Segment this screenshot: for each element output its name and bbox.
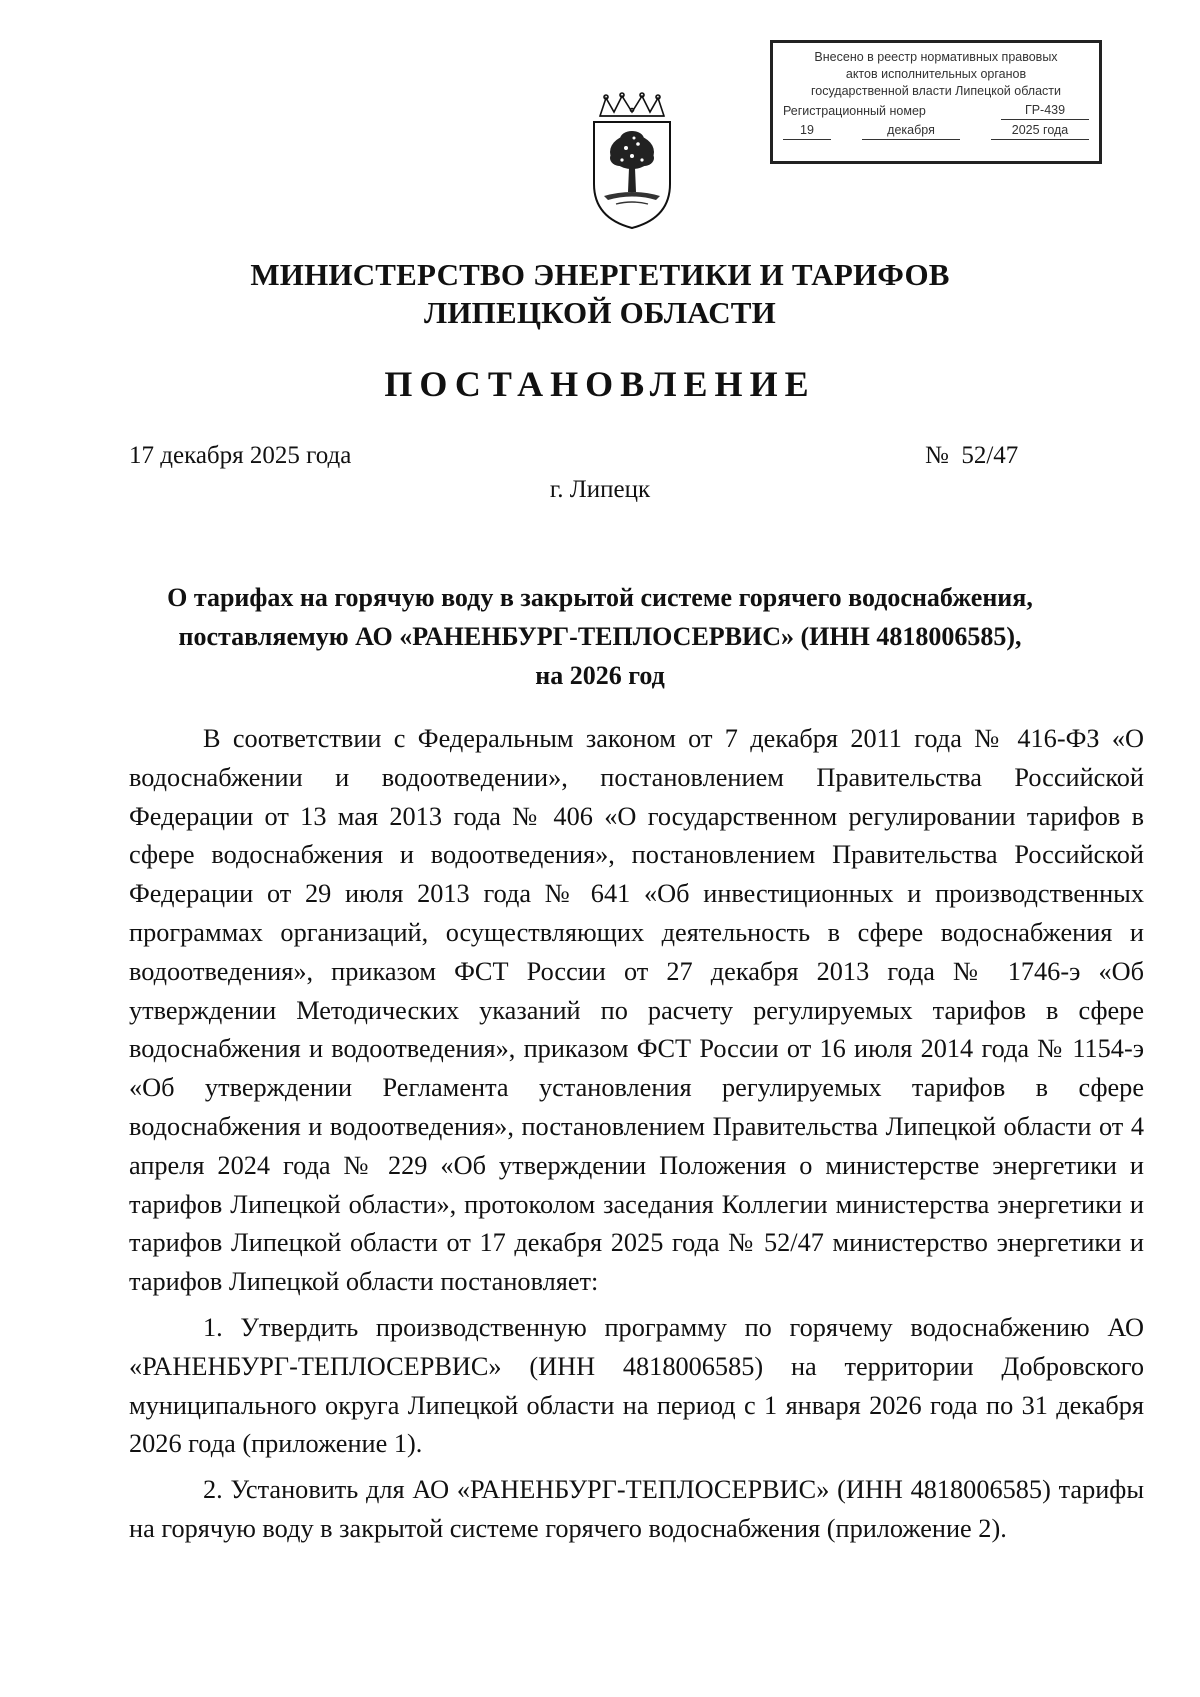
document-type-heading: ПОСТАНОВЛЕНИЕ [384,364,816,404]
stamp-line-2: актов исполнительных органов [845,67,1027,81]
ministry-name [0,256,1200,332]
document-city: г. Липецк [549,476,651,503]
ministry-name-line-2: ЛИПЕЦКОЙ ОБЛАСТИ [424,295,776,330]
stamp-month: декабря [862,121,960,140]
document-number: № 52/47 [925,442,1019,469]
registration-stamp [770,40,1102,164]
stamp-day: 19 [783,121,831,140]
document-body [129,720,1144,1549]
stamp-reg-label: Регистрационный номер [783,104,926,118]
document-title-line-2: поставляемую АО «РАНЕНБУРГ-ТЕПЛОСЕРВИС» (ИНН 4818006585), [178,622,1022,651]
document-title [120,578,1080,695]
document-title-line-1: О тарифах на горячую воду в закрытой системе горячего водоснабжения, [167,583,1033,612]
stamp-reg-number: ГР-439 [1001,101,1089,120]
ministry-name-line-1: МИНИСТЕРСТВО ЭНЕРГЕТИКИ И ТАРИФОВ [250,257,950,292]
coat-of-arms-icon [586,92,678,230]
item-1-paragraph: 1. Утвердить производственную программу по горячему водоснабжению АО «РАНЕНБУРГ-ТЕПЛОСЕРВИС» (ИНН 4818006585) на территории Добровского муниципального округа Липецкой области на период с 1 января 2026 года по 31 декабря 2026 года (приложение 1). [129,1312,1144,1459]
stamp-date-row [783,121,1089,140]
document-title-line-3: на 2026 год [535,661,665,690]
stamp-registration-row [783,101,1089,120]
preamble-paragraph: В соответствии с Федеральным законом от 7 декабря 2011 года № 416-ФЗ «О водоснабжении и водоотведении», постановлением Правительства Российской Федерации от 13 мая 2013 года № 406 «О государственном регулировании тарифов в сфере водоснабжения и водоотведения», постановлением Правительства Российской Федерации от 29 июля 2013 года № 641 «Об инвестиционных и производственных программах организаций, осуществляющих деятельность в сфере водоснабжения и водоотведения», приказом ФСТ России от 27 декабря 2013 года № 1746-э «Об утверждении Методических указаний по расчету регулируемых тарифов в сфере водоснабжения и водоотведения», приказом ФСТ России от 16 июля 2014 года № 1154-э «Об утверждении Регламента установления регулируемых тарифов в сфере водоснабжения и водоотведения», постановлением Правительства Липецкой области от 4 апреля 2024 года № 229 «Об утверждении Положения о министерстве энергетики и тарифов Липецкой области», протоколом заседания Коллегии министерства энергетики и тарифов Липецкой области от 17 декабря 2025 года № 52/47 министерство энергетики и тарифов Липецкой области постановляет: [129,724,1144,1297]
document-date: 17 декабря 2025 года [129,442,352,469]
stamp-line-3: государственной власти Липецкой области [810,84,1062,98]
item-2-paragraph: 2. Установить для АО «РАНЕНБУРГ-ТЕПЛОСЕРВИС» (ИНН 4818006585) тарифы на горячую воду в закрытой системе горячего водоснабжения (приложение 2). [129,1475,1144,1543]
stamp-line-1: Внесено в реестр нормативных правовых [814,50,1058,64]
stamp-year: 2025 года [991,121,1089,140]
